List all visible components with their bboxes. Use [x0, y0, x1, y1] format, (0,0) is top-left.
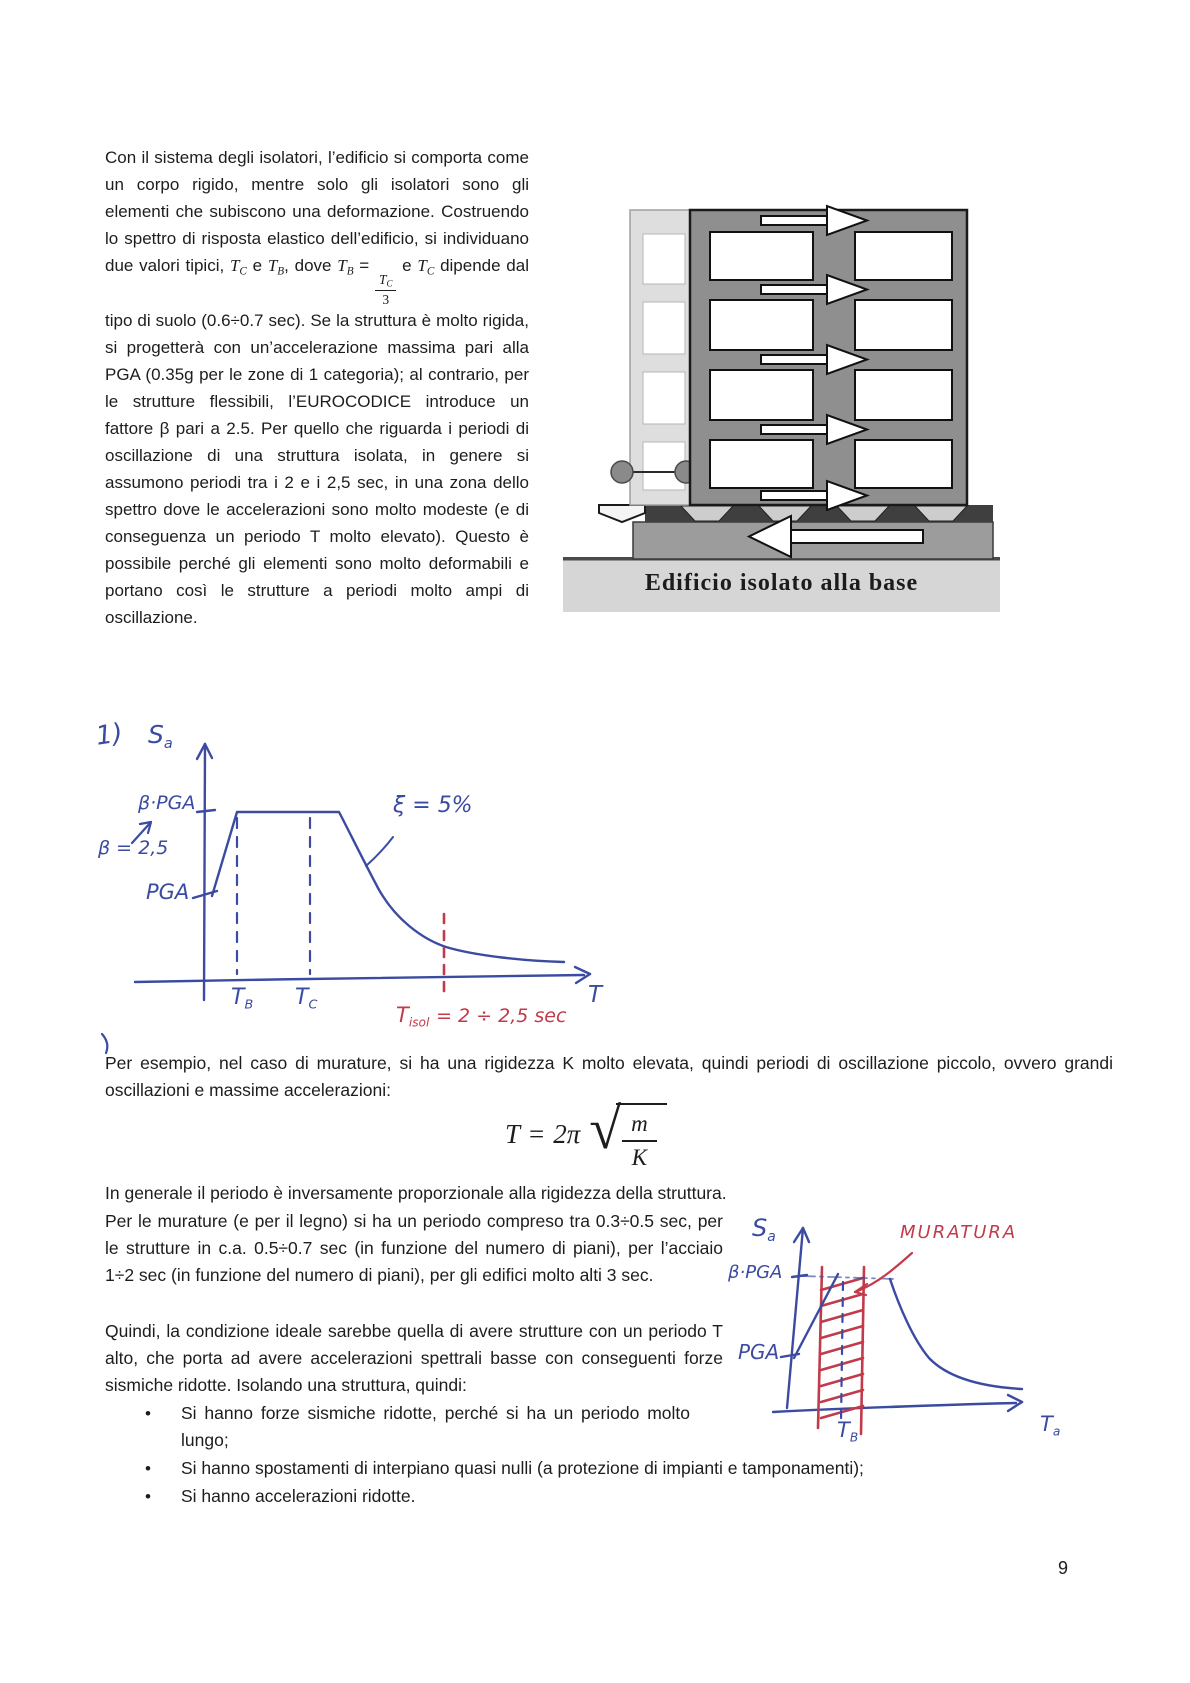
material-label: MURATURA [900, 1222, 1018, 1243]
tb-tick-label: $T_B$ [231, 985, 254, 1013]
bullet-marker: • [145, 1404, 151, 1423]
bullet-marker: • [145, 1487, 151, 1506]
tc-tick-label: $T_C$ [295, 985, 318, 1013]
bullet-text: Si hanno forze sismiche ridotte, perché si ha un periodo molto lungo; [181, 1403, 690, 1450]
period-formula [505, 1098, 667, 1171]
inline-math-fraction: $\frac{TC}{3}$ [375, 272, 396, 307]
bullet-text: Si hanno spostamenti di interpiano quasi nulli (a protezione di impianti e tamponamenti); [181, 1458, 864, 1478]
beta-pga-tick-label: β·PGA [138, 792, 196, 814]
bullet-item-3 [145, 1483, 1025, 1510]
inline-math-var: TB [267, 256, 285, 278]
pga-tick-label: PGA [146, 880, 190, 904]
isolator-bearings [599, 505, 993, 522]
axes [135, 744, 590, 1000]
figure-caption: Edificio isolato alla base [644, 570, 919, 596]
period-ranges-paragraph: Per le murature (e per il legno) si ha un periodo compreso tra 0.3÷0.5 sec, per le strutture in c.a. 0.5÷0.7 sec (in funzione del numero di piani), per l’acciaio 1÷2 sec (in funzione del numero di piani), per gli edifici molto alti 3 sec. [105, 1211, 723, 1285]
stiffness-statement: In generale il periodo è inversamente proporzionale alla rigidezza della struttura. [105, 1183, 727, 1203]
beta-value-label: β = 2,5 [98, 837, 169, 859]
period-guides [237, 818, 310, 974]
masonry-spectrum-sketch [690, 1150, 1120, 1460]
spectrum-curve [794, 1274, 1022, 1389]
inline-math-var: TC [417, 256, 435, 278]
inline-math-var: TB [337, 256, 354, 278]
ideal-condition-paragraph: Quindi, la condizione ideale sarebbe quella di avere strutture con un periodo T alto, che porta ad avere accelerazioni spettrali basse con conseguenti forze sismiche ridotte. Isolando una struttura, quindi: [105, 1321, 723, 1395]
beta-pga-tick-label: β·PGA [728, 1262, 783, 1283]
base-isolated-building-figure [563, 188, 1000, 612]
damping-annotation-stroke [366, 837, 393, 866]
y-axis-label: $S_a$ [752, 1214, 776, 1245]
x-axis-label: T [588, 982, 603, 1008]
bullet-item-1 [145, 1400, 690, 1454]
spectrum-curve [212, 812, 564, 962]
page-number: 9 [1058, 1558, 1069, 1578]
bullet-text: Si hanno accelerazioni ridotte. [181, 1486, 416, 1506]
formula-denominator: K [631, 1144, 648, 1170]
formula-lhs: T [505, 1119, 521, 1150]
building-diagram [563, 188, 1000, 612]
tb-tick-label: $T_B$ [837, 1418, 859, 1445]
response-spectrum-sketch [90, 690, 635, 1065]
tb-dashed-guide [841, 1282, 843, 1422]
x-axis-label: $T_a$ [1040, 1412, 1061, 1439]
formula-coefficient: 2π [553, 1119, 581, 1150]
formula-numerator: m [622, 1110, 657, 1142]
intro-paragraph: Con il sistema degli isolatori, l’edificio si comporta come un corpo rigido, mentre solo gli isolatori sono gli elementi che subiscono una deformazione. Costruendo lo spettro di risposta elastico dell’edificio, si individuano due valori tipici, TC e TB, dove TB = $\frac{TC}{3}$ e TC dipende dal tipo di suolo (0.6÷0.7 sec). Se la struttura è molto rigida, si progetterà con un’accelerazione massima pari alla PGA (0.35g per le zone di 1 categoria); al contrario, per le strutture flessibili, l’EUROCODICE introduce un fattore β pari a 2.5. Per quello che riguarda i periodi di oscillazione di una struttura isolata, in genere si assumono periodi tra i 2 e i 2,5 sec, in una zona dello spettro dove le accelerazioni sono molto modeste (e di conseguenza un periodo T molto elevato). Questo è possibile perché gli elementi sono molto deformabili e portano così le strutture a periodi molto ampi di oscillazione. [105, 148, 529, 628]
masonry-example-paragraph: Per esempio, nel caso di murature, si ha una rigidezza K molto elevata, quindi periodi di oscillazione piccolo, ovvero grandi oscillazioni e massime accelerazioni: [105, 1053, 1113, 1100]
inline-math-var: TC [229, 256, 247, 278]
formula-radical: √ m K [589, 1098, 666, 1171]
list-marker: 1) [94, 718, 125, 752]
isolation-period-label: $T_{isol} = 2 \div 2,5$ sec [396, 1003, 567, 1030]
formula-equals: = [529, 1119, 545, 1150]
bullet-marker: • [145, 1459, 151, 1478]
pga-tick-label: PGA [738, 1340, 780, 1364]
y-axis-label: $S_a$ [148, 720, 173, 753]
damping-label: ξ = 5% [393, 793, 473, 818]
